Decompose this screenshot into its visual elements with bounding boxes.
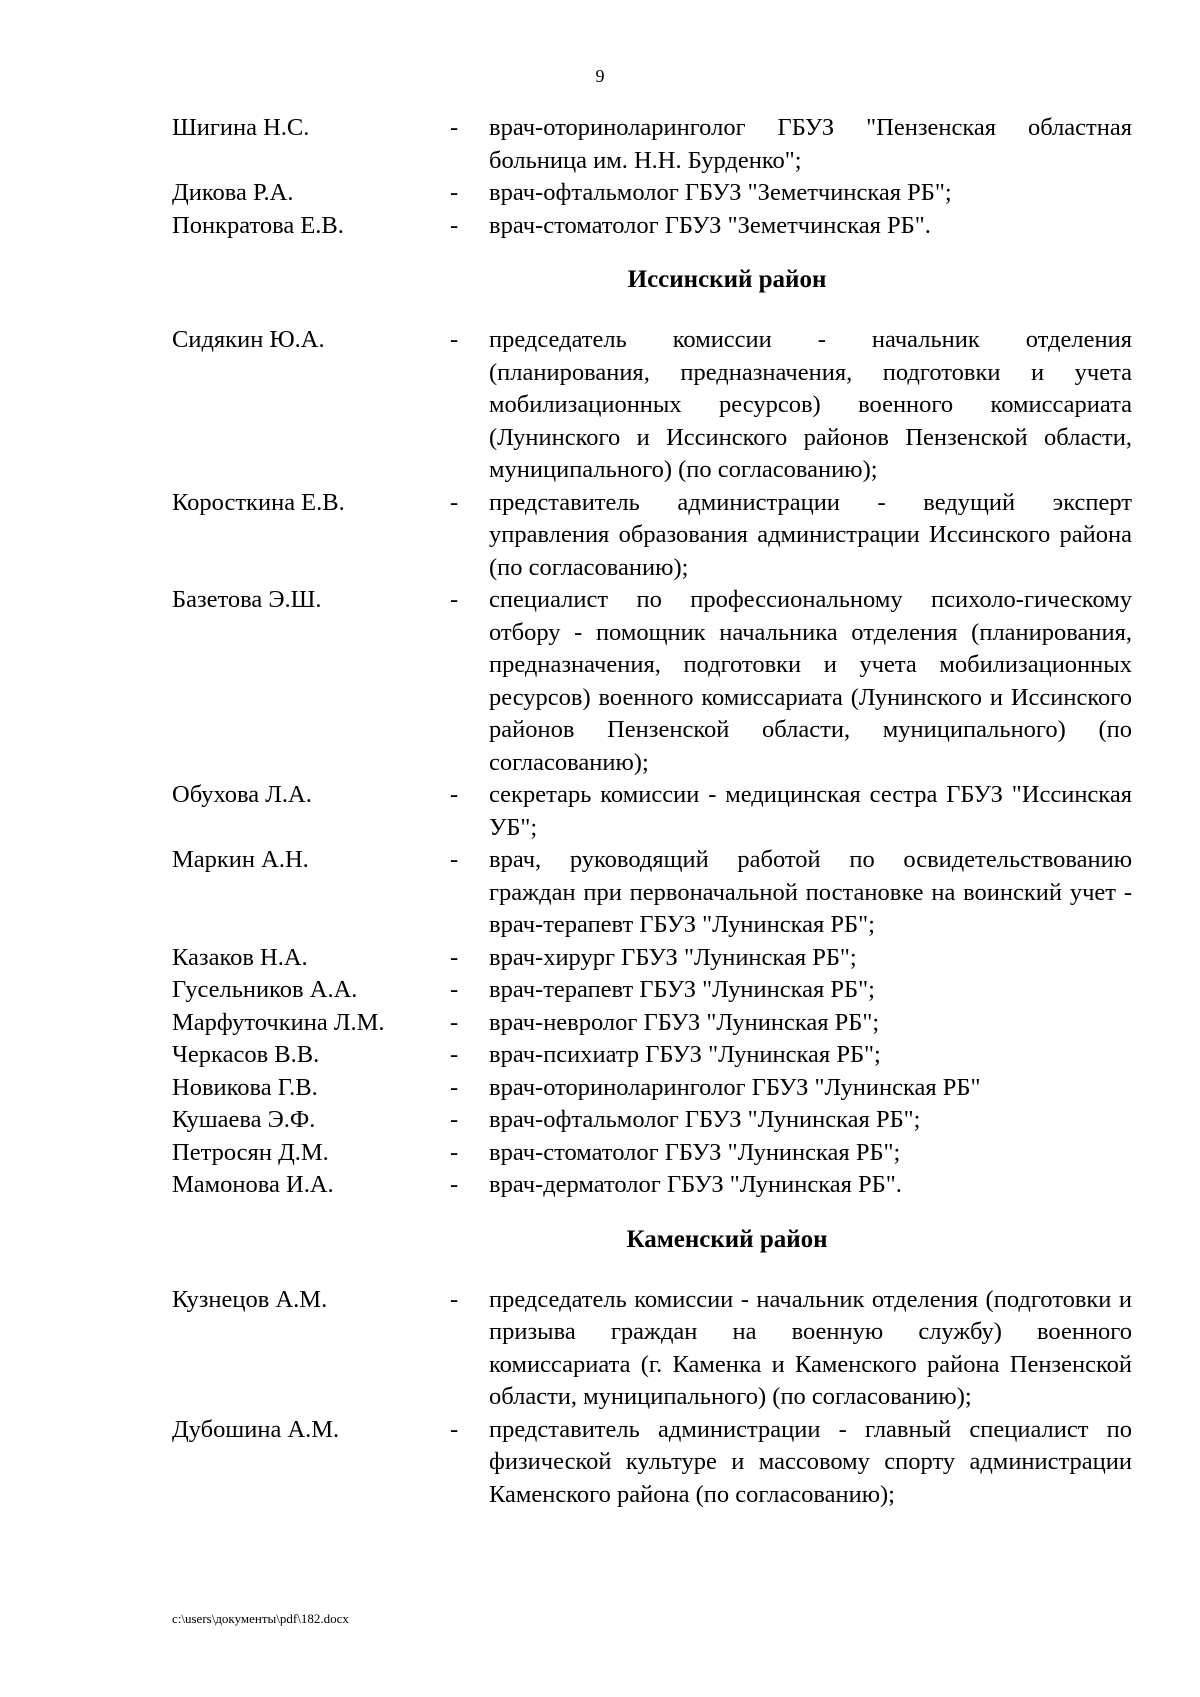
dash-separator: - <box>450 846 459 873</box>
dash-separator: - <box>450 1106 459 1133</box>
member-name: Новикова Г.В. <box>172 1073 318 1101</box>
member-row <box>172 210 1132 243</box>
dash-separator: - <box>450 1041 459 1068</box>
dash-separator: - <box>450 1285 459 1313</box>
member-row <box>172 844 1132 942</box>
member-role: врач-дерматолог ГБУЗ "Лунинская РБ". <box>489 1171 902 1198</box>
dash-separator: - <box>450 1073 459 1101</box>
member-role: врач-стоматолог ГБУЗ "Земетчинская РБ". <box>489 211 931 239</box>
dash-separator: - <box>450 488 459 516</box>
member-name: Коросткина Е.В. <box>172 488 345 516</box>
dash-separator: - <box>450 1138 459 1166</box>
footer-file-path: c:\users\документы\pdf\182.docx <box>172 1611 349 1626</box>
member-row <box>172 1414 1132 1512</box>
member-name: Дубошина А.М. <box>172 1415 340 1443</box>
dash-separator: - <box>450 114 459 141</box>
member-name: Дикова Р.А. <box>172 179 294 206</box>
dash-separator: - <box>450 1171 459 1198</box>
member-row <box>172 1007 1132 1040</box>
member-role: врач-невролог ГБУЗ "Лунинская РБ"; <box>489 1008 880 1036</box>
member-role: председатель комиссии - начальник отделения (подготовки и призыва граждан на военную службу) военного комиссариата (г. Каменка и Каменского района Пензенской области, муниципального) (по согласованию); <box>489 1285 1132 1410</box>
dash-separator: - <box>450 586 459 613</box>
member-role: врач-оториноларинголог ГБУЗ "Лунинская РБ" <box>489 1073 981 1101</box>
member-name: Кушаева Э.Ф. <box>172 1106 316 1133</box>
member-name: Понкратова Е.В. <box>172 211 344 239</box>
member-name: Мамонова И.А. <box>172 1171 334 1198</box>
member-name: Казаков Н.А. <box>172 943 308 971</box>
member-role: врач-психиатр ГБУЗ "Лунинская РБ"; <box>489 1041 881 1068</box>
member-name: Шигина Н.С. <box>172 114 310 141</box>
dash-separator: - <box>450 211 459 239</box>
member-name: Сидякин Ю.А. <box>172 326 325 353</box>
member-row <box>172 1104 1132 1137</box>
member-role: врач-оториноларинголог ГБУЗ "Пензенская областная больница им. Н.Н. Бурденко"; <box>489 114 1132 174</box>
dash-separator: - <box>450 943 459 971</box>
dash-separator: - <box>450 976 459 1003</box>
page-number: 9 <box>595 66 605 86</box>
dash-separator: - <box>450 1008 459 1036</box>
dash-separator: - <box>450 1415 459 1443</box>
member-role: представитель администрации - ведущий эксперт управления образования администрации Иссинского района (по согласованию); <box>489 488 1132 581</box>
member-name: Петросян Д.М. <box>172 1138 329 1166</box>
member-row <box>172 1169 1132 1202</box>
member-name: Марфуточкина Л.М. <box>172 1008 385 1036</box>
member-role: секретарь комиссии - медицинская сестра ГБУЗ "Иссинская УБ"; <box>489 781 1132 841</box>
member-role: представитель администрации - главный специалист по физической культуре и массовому спорту администрации Каменского района (по согласованию); <box>489 1415 1132 1508</box>
member-list-zemetchino <box>172 112 1132 242</box>
member-role: врач, руководящий работой по освидетельствованию граждан при первоначальной постановке на воинский учет - врач-терапевт ГБУЗ "Лунинская РБ"; <box>489 846 1132 938</box>
member-name: Маркин А.Н. <box>172 846 309 873</box>
member-row <box>172 1039 1132 1072</box>
member-row <box>172 1137 1132 1170</box>
member-list-issinsky <box>172 324 1132 1202</box>
member-role: врач-офтальмолог ГБУЗ "Лунинская РБ"; <box>489 1106 921 1133</box>
member-name: Кузнецов А.М. <box>172 1285 328 1313</box>
member-role: председатель комиссии - начальник отделения (планирования, предназначения, подготовки и учета мобилизационных ресурсов) военного комиссариата (Лунинского и Иссинского районов Пензенской области, муниципального) (по согласованию); <box>489 326 1132 483</box>
member-role: врач-стоматолог ГБУЗ "Лунинская РБ"; <box>489 1138 901 1166</box>
member-row <box>172 584 1132 779</box>
member-row <box>172 487 1132 585</box>
member-row <box>172 1072 1132 1105</box>
member-role: врач-терапевт ГБУЗ "Лунинская РБ"; <box>489 976 875 1003</box>
document-body <box>172 112 1132 1511</box>
member-row <box>172 942 1132 975</box>
member-name: Черкасов В.В. <box>172 1041 320 1068</box>
member-name: Гусельников А.А. <box>172 976 358 1003</box>
dash-separator: - <box>450 179 459 206</box>
member-role: врач-офтальмолог ГБУЗ "Земетчинская РБ"; <box>489 179 952 206</box>
section-title-issinsky: Иссинский район <box>627 266 827 293</box>
member-row <box>172 974 1132 1007</box>
member-row <box>172 112 1132 177</box>
member-list-kamensky <box>172 1284 1132 1512</box>
member-row <box>172 1284 1132 1414</box>
member-row <box>172 779 1132 844</box>
member-row <box>172 324 1132 487</box>
member-name: Базетова Э.Ш. <box>172 586 322 613</box>
member-role: врач-хирург ГБУЗ "Лунинская РБ"; <box>489 943 857 971</box>
dash-separator: - <box>450 781 459 808</box>
member-role: специалист по профессиональному психоло-гическому отбору - помощник начальника отделения (планирования, предназначения, подготовки и учета мобилизационных ресурсов) военного комиссариата (Лунинского и Иссинского районов Пензенской области, муниципального) (по согласованию); <box>489 586 1132 776</box>
section-title-kamensky: Каменский район <box>626 1225 828 1253</box>
member-name: Обухова Л.А. <box>172 781 312 808</box>
member-row <box>172 177 1132 210</box>
dash-separator: - <box>450 326 459 353</box>
